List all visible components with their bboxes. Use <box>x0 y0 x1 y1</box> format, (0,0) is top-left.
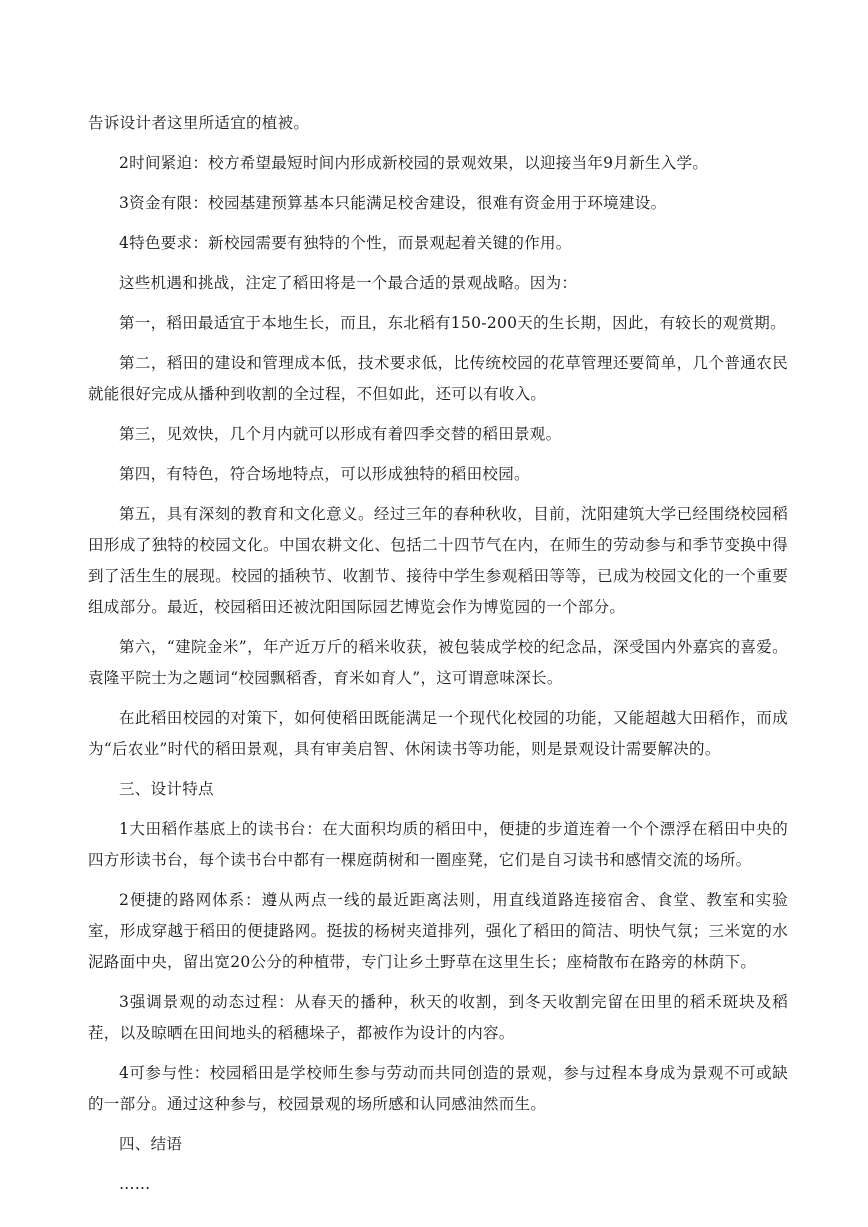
paragraph-road-network: 2便捷的路网体系：遵从两点一线的最近距离法则，用直线道路连接宿舍、食堂、教室和实验室，形成穿越于稻田的便捷路网。挺拔的杨树夹道排列，强化了稻田的简洁、明快气氛；三米宽的水泥路面中央，留出宽20公分的种植带，专门让乡土野草在这里生长；座椅散布在路旁的林荫下。 <box>88 891 788 971</box>
paragraph-fifth: 第五，具有深刻的教育和文化意义。经过三年的春种秋收，目前，沈阳建筑大学已经围绕校园稻田形成了独特的校园文化。中国农耕文化、包括二十四节气在内，在师生的劳动参与和季节变换中得到了活生生的展现。校园的插秧节、收割节、接待中学生参观稻田等等，已成为校园文化的一个重要组成部分。最近，校园稻田还被沈阳国际园艺博览会作为博览园的一个部分。 <box>88 505 788 616</box>
paragraph-third: 第三，见效快，几个月内就可以形成有着四季交替的稻田景观。 <box>119 425 562 443</box>
paragraph-design-challenge: 在此稻田校园的对策下，如何使稻田既能满足一个现代化校园的功能，又能超越大田稻作，而成为“后农业”时代的稻田景观，具有审美启智、休闲读书等功能，则是景观设计需要解决的。 <box>88 709 788 758</box>
section-heading-conclusion: 四、结语 <box>119 1135 183 1153</box>
paragraph-sixth: 第六，“建院金米”，年产近万斤的稻米收获，被包装成学校的纪念品，深受国内外嘉宾的喜爱。袁隆平院士为之题词“校园飘稻香，育米如育人”，这可谓意味深长。 <box>88 638 788 687</box>
paragraph-ellipsis: …… <box>119 1175 151 1193</box>
paragraph-dynamic-process: 3强调景观的动态过程：从春天的播种，秋天的收割，到冬天收割完留在田里的稻禾斑块及稻茬，以及晾晒在田间地头的稻穗垛子，都被作为设计的内容。 <box>88 993 788 1042</box>
section-heading-design-features: 三、设计特点 <box>119 780 214 798</box>
paragraph-feature-requirement: 4特色要求：新校园需要有独特的个性，而景观起着关键的作用。 <box>119 234 572 252</box>
paragraph-continuation: 告诉设计者这里所适宜的植被。 <box>88 114 310 132</box>
paragraph-limited-funds: 3资金有限：校园基建预算基本只能满足校舍建设，很难有资金用于环境建设。 <box>119 194 667 212</box>
paragraph-second: 第二，稻田的建设和管理成本低，技术要求低，比传统校园的花草管理还要简单，几个普通农民就能很好完成从播种到收割的全过程，不但如此，还可以有收入。 <box>88 354 788 403</box>
paragraph-time-urgency: 2时间紧迫：校方希望最短时间内形成新校园的景观效果，以迎接当年9月新生入学。 <box>119 154 709 172</box>
paragraph-first: 第一，稻田最适宜于本地生长，而且，东北稻有150-200天的生长期，因此，有较长的观赏期。 <box>119 314 786 332</box>
paragraph-participation: 4可参与性：校园稻田是学校师生参与劳动而共同创造的景观，参与过程本身成为景观不可或缺的一部分。通过这种参与，校园景观的场所感和认同感油然而生。 <box>88 1064 788 1113</box>
paragraph-strategy-intro: 这些机遇和挑战，注定了稻田将是一个最合适的景观战略。因为： <box>119 274 578 292</box>
document-body <box>88 108 788 1209</box>
paragraph-reading-platforms: 1大田稻作基底上的读书台：在大面积均质的稻田中，便捷的步道连着一个个漂浮在稻田中央的四方形读书台，每个读书台中都有一棵庭荫树和一圈座凳，它们是自习读书和感情交流的场所。 <box>88 820 788 869</box>
paragraph-fourth: 第四，有特色，符合场地特点，可以形成独特的稻田校园。 <box>119 465 530 483</box>
